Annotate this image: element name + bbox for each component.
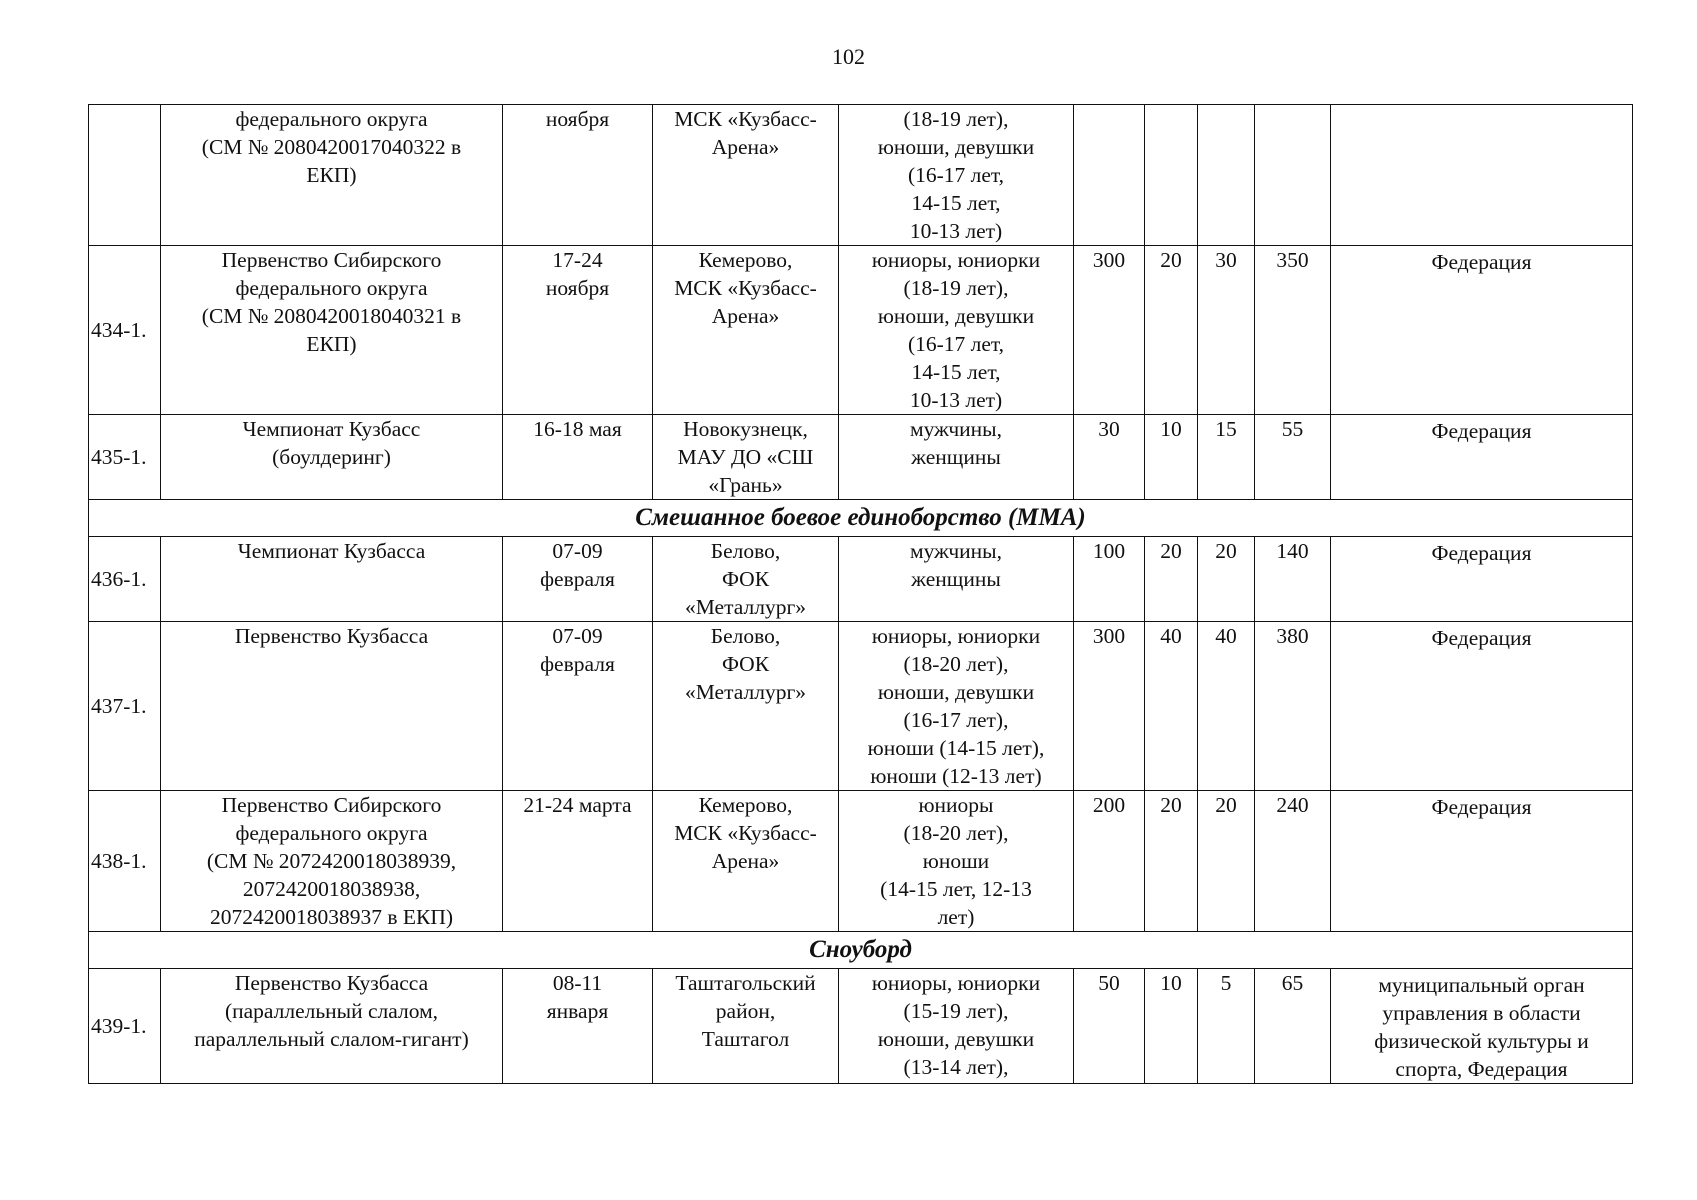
event-place: Новокузнецк, МАУ ДО «СШ «Грань» (653, 415, 839, 500)
event-place: Белово, ФОК «Металлург» (653, 537, 839, 622)
event-dates: 16-18 мая (503, 415, 653, 500)
table-row (89, 415, 1633, 500)
event-dates: 21-24 марта (503, 791, 653, 932)
event-participants: юниоры (18-20 лет), юноши (14-15 лет, 12-13 лет) (839, 791, 1074, 932)
row-number: 438-1. (89, 791, 161, 932)
table-row (89, 537, 1633, 622)
event-dates: ноября (503, 105, 653, 246)
event-participants: юниоры, юниорки (15-19 лет), юноши, девушки (13-14 лет), (839, 969, 1074, 1084)
event-place: МСК «Кузбасс- Арена» (653, 105, 839, 246)
event-name: Чемпионат Кузбасс (боулдеринг) (161, 415, 503, 500)
event-name: Чемпионат Кузбасса (161, 537, 503, 622)
event-organizer: Федерация (1331, 415, 1633, 500)
event-name: Первенство Кузбасса (161, 622, 503, 791)
count-total (1255, 105, 1331, 246)
count-total: 140 (1255, 537, 1331, 622)
page-number: 102 (832, 44, 865, 69)
row-number: 439-1. (89, 969, 161, 1084)
count-total: 240 (1255, 791, 1331, 932)
section-row (89, 500, 1633, 537)
event-name: Первенство Кузбасса (параллельный слалом, параллельный слалом-гигант) (161, 969, 503, 1084)
count-3: 40 (1198, 622, 1255, 791)
event-dates: 07-09 февраля (503, 537, 653, 622)
event-organizer: Федерация (1331, 537, 1633, 622)
count-1: 300 (1074, 246, 1145, 415)
event-dates: 08-11 января (503, 969, 653, 1084)
row-number: 436-1. (89, 537, 161, 622)
section-row (89, 932, 1633, 969)
count-1: 50 (1074, 969, 1145, 1084)
count-3 (1198, 105, 1255, 246)
event-participants: юниоры, юниорки (18-20 лет), юноши, девушки (16-17 лет), юноши (14-15 лет), юноши (12-13 лет) (839, 622, 1074, 791)
count-3: 15 (1198, 415, 1255, 500)
event-participants: мужчины, женщины (839, 415, 1074, 500)
event-name: федерального округа (СМ № 2080420017040322 в ЕКП) (161, 105, 503, 246)
event-participants: юниоры, юниорки (18-19 лет), юноши, девушки (16-17 лет, 14-15 лет, 10-13 лет) (839, 246, 1074, 415)
count-1: 30 (1074, 415, 1145, 500)
section-title: Сноуборд (89, 932, 1633, 969)
row-number: 434-1. (89, 246, 161, 415)
event-participants: мужчины, женщины (839, 537, 1074, 622)
table-row (89, 246, 1633, 415)
count-total: 350 (1255, 246, 1331, 415)
count-total: 380 (1255, 622, 1331, 791)
count-total: 55 (1255, 415, 1331, 500)
event-dates: 17-24 ноября (503, 246, 653, 415)
count-2: 10 (1145, 415, 1198, 500)
event-organizer: Федерация (1331, 246, 1633, 415)
events-table (88, 104, 1633, 1084)
count-2: 10 (1145, 969, 1198, 1084)
row-number: 437-1. (89, 622, 161, 791)
event-place: Белово, ФОК «Металлург» (653, 622, 839, 791)
row-number (89, 105, 161, 246)
count-1: 200 (1074, 791, 1145, 932)
table-row (89, 791, 1633, 932)
event-organizer: Федерация (1331, 791, 1633, 932)
count-3: 5 (1198, 969, 1255, 1084)
row-number: 435-1. (89, 415, 161, 500)
count-3: 20 (1198, 537, 1255, 622)
table-row (89, 622, 1633, 791)
event-name: Первенство Сибирского федерального округа (СМ № 2080420018040321 в ЕКП) (161, 246, 503, 415)
event-name: Первенство Сибирского федерального округа (СМ № 2072420018038939, 2072420018038938, 2072420018038937 в ЕКП) (161, 791, 503, 932)
count-3: 30 (1198, 246, 1255, 415)
event-organizer: Федерация (1331, 622, 1633, 791)
count-total: 65 (1255, 969, 1331, 1084)
count-2 (1145, 105, 1198, 246)
section-title: Смешанное боевое единоборство (ММА) (89, 500, 1633, 537)
count-1 (1074, 105, 1145, 246)
event-organizer (1331, 105, 1633, 246)
event-place: Таштагольский район, Таштагол (653, 969, 839, 1084)
table-row (89, 105, 1633, 246)
count-2: 20 (1145, 791, 1198, 932)
event-place: Кемерово, МСК «Кузбасс- Арена» (653, 791, 839, 932)
event-organizer: муниципальный орган управления в области физической культуры и спорта, Федерация (1331, 969, 1633, 1084)
count-2: 20 (1145, 246, 1198, 415)
event-participants: (18-19 лет), юноши, девушки (16-17 лет, 14-15 лет, 10-13 лет) (839, 105, 1074, 246)
event-dates: 07-09 февраля (503, 622, 653, 791)
table-row (89, 969, 1633, 1084)
count-1: 300 (1074, 622, 1145, 791)
count-2: 40 (1145, 622, 1198, 791)
events-table-body (89, 105, 1633, 1084)
count-2: 20 (1145, 537, 1198, 622)
count-1: 100 (1074, 537, 1145, 622)
count-3: 20 (1198, 791, 1255, 932)
event-place: Кемерово, МСК «Кузбасс- Арена» (653, 246, 839, 415)
